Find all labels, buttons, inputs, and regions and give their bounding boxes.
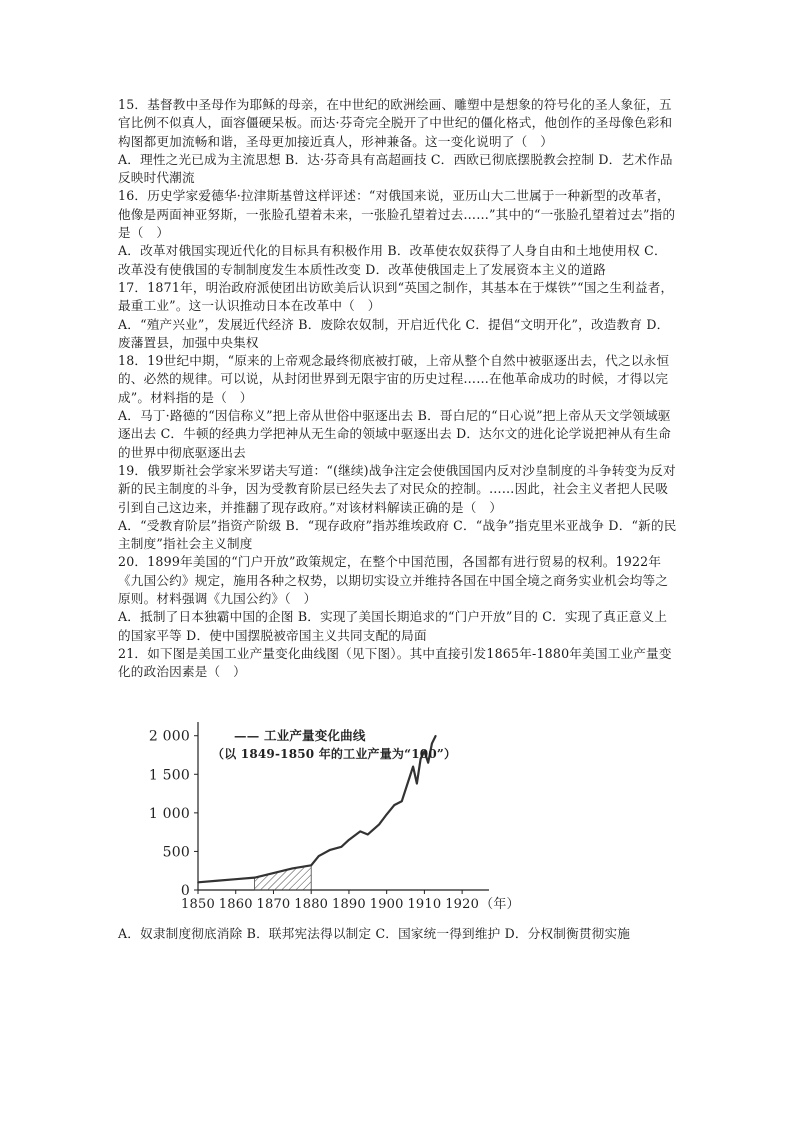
data-point (416, 782, 418, 784)
legend-note: （以 1849-1850 年的工业产量为“100”） (212, 746, 457, 761)
y-tick-label: 500 (162, 843, 190, 860)
question-options: A．“受教育阶层”指资产阶级 B．“现存政府”指苏维埃政府 C．“战争”指克里米亚战争 D．“新的民主制度”指社会主义制度 (118, 517, 677, 552)
chart-svg (136, 710, 520, 925)
question-20 (118, 553, 678, 644)
question-options: A．马丁·路德的“因信称义”把上帝从世俗中驱逐出去 B．哥白尼的“日心说”把上帝从天文学领域驱逐出去 C．牛顿的经典力学把神从无生命的领域中驱逐出去 D．达尔文的进化论学说把神从有生命的世界中彻底驱逐出去 (118, 408, 672, 460)
data-point (329, 849, 331, 851)
legend-title: —— 工业产量变化曲线 (234, 727, 366, 743)
industrial-output-chart (136, 710, 520, 925)
data-point (427, 761, 429, 763)
question-options: A．“殖产兴业”，发展近代经济 B．废除农奴制，开启近代化 C．提倡“文明开化”，改造教育 D．废藩置县，加强中央集权 (118, 316, 670, 350)
data-point (292, 867, 294, 869)
question-stem: 17．1871年，明治政府派使团出访欧美后认识到“英国之制作，其基本在于煤铁”“国之生利益者，最重工业”。这一认识推动日本在改革中（ ） (118, 279, 674, 314)
x-tick-label: 1860 (218, 896, 253, 912)
x-tick-label: 1850 (181, 896, 215, 912)
x-tick-label: 1920 (445, 896, 480, 912)
x-unit-label: （年） (480, 896, 520, 912)
question-stem: 20．1899年美国的“门户开放”政策规定，在整个中国范围，各国都有进行贸易的权利。1922年《九国公约》规定，施用各种之权势，以期切实设立并维持各国在中国全境之商务实业机会均等之原则。材料强调《九国公约》（ ） (118, 554, 669, 607)
question-stem: 21．如下图是美国工业产量变化曲线图（见下图）。其中直接引发1865年-1880年美国工业产量变化的政治因素是（ ） (118, 645, 672, 680)
data-point (435, 734, 437, 736)
question-stem: 16．历史学家爱德华·拉津斯基曾这样评述：“对俄国来说，亚历山大二世属于一种新型的改革者，他像是两面神亚努斯，一张脸孔望着未来，一张脸孔望着过去……”其中的“一张脸孔望着过去”指的是（ ） (118, 188, 676, 241)
question-17 (118, 279, 678, 352)
question-stem: 19．俄罗斯社会学家米罗诺夫写道：“(继续)战争注定会使俄国国内反对沙皇制度的斗争转变为反对新的民主制度的斗争，因为受教育阶层已经失去了对民众的控制。……因此，社会主义者把人民吸引到自己这边来，并推翻了现存政府。”对该材料解读正确的是（ ） (118, 462, 676, 515)
y-tick-label: 1 500 (148, 766, 190, 783)
question-21 (118, 645, 678, 943)
data-point (341, 846, 343, 848)
data-point (367, 833, 369, 835)
question-stem: 18．19世纪中期，“原来的上帝观念最终彻底被打破，上帝从整个自然中被驱逐出去，代之以永恒的、必然的规律。可以说，从封闭世界到无限宇宙的历史过程……在他革命成功的时候，才得以完成”。材料指的是（ ） (118, 353, 670, 405)
data-point (318, 855, 320, 857)
data-point (273, 872, 275, 874)
data-point (310, 864, 312, 866)
data-point (235, 878, 237, 880)
data-point (386, 813, 388, 815)
question-15 (118, 96, 678, 187)
data-point (393, 804, 395, 806)
y-tick-label: 2 000 (148, 728, 190, 745)
question-options: A．抵制了日本独霸中国的企图 B．实现了美国长期追求的“门户开放”目的 C．实现了真正意义上的国家平等 D．使中国摆脱被帝国主义共同支配的局面 (118, 609, 668, 643)
data-point (409, 777, 411, 779)
shaded-region-1865-1880 (255, 865, 312, 890)
data-point (412, 765, 414, 767)
data-point (378, 823, 380, 825)
x-tick-label: 1900 (369, 896, 404, 912)
x-tick-label: 1870 (256, 896, 291, 912)
y-tick-label: 0 (180, 882, 190, 899)
x-tick-label: 1890 (331, 896, 366, 912)
data-point (348, 839, 350, 841)
x-tick-label: 1910 (407, 896, 442, 912)
data-point (216, 879, 218, 881)
question-18 (118, 352, 678, 462)
data-point (359, 830, 361, 832)
data-point (254, 876, 256, 878)
question-options: A．理性之光已成为主流思想 B．达·芬奇具有高超画技 C．西欧已彻底摆脱教会控制 D．艺术作品反映时代潮流 (118, 151, 673, 186)
data-point (197, 881, 199, 883)
y-tick-label: 1 000 (148, 805, 190, 822)
question-options: A．奴隶制度彻底消除 B．联邦宪法得以制定 C．国家统一得到维护 D．分权制衡贯彻实施 (118, 925, 631, 941)
question-stem: 15．基督教中圣母作为耶稣的母亲，在中世纪的欧洲绘画、雕塑中是想象的符号化的圣人象征，五官比例不似真人，面容僵硬呆板。而达·芬奇完全脱开了中世纪的僵化格式，他创作的圣母像色彩和构图都更加流畅和谐，圣母更加接近真人，形神兼备。这一变化说明了（ ） (118, 97, 673, 149)
x-tick-label: 1880 (294, 896, 329, 912)
data-point (431, 742, 433, 744)
question-16 (118, 187, 678, 278)
question-options: A．改革对俄国实现近代化的目标具有积极作用 B．改革使农奴获得了人身自由和土地使用权 C．改革没有使俄国的专制制度发生本质性改变 D．改革使俄国走上了发展资本主义的道路 (118, 243, 667, 277)
data-point (401, 800, 403, 802)
question-19 (118, 462, 678, 553)
exam-page (118, 96, 678, 943)
